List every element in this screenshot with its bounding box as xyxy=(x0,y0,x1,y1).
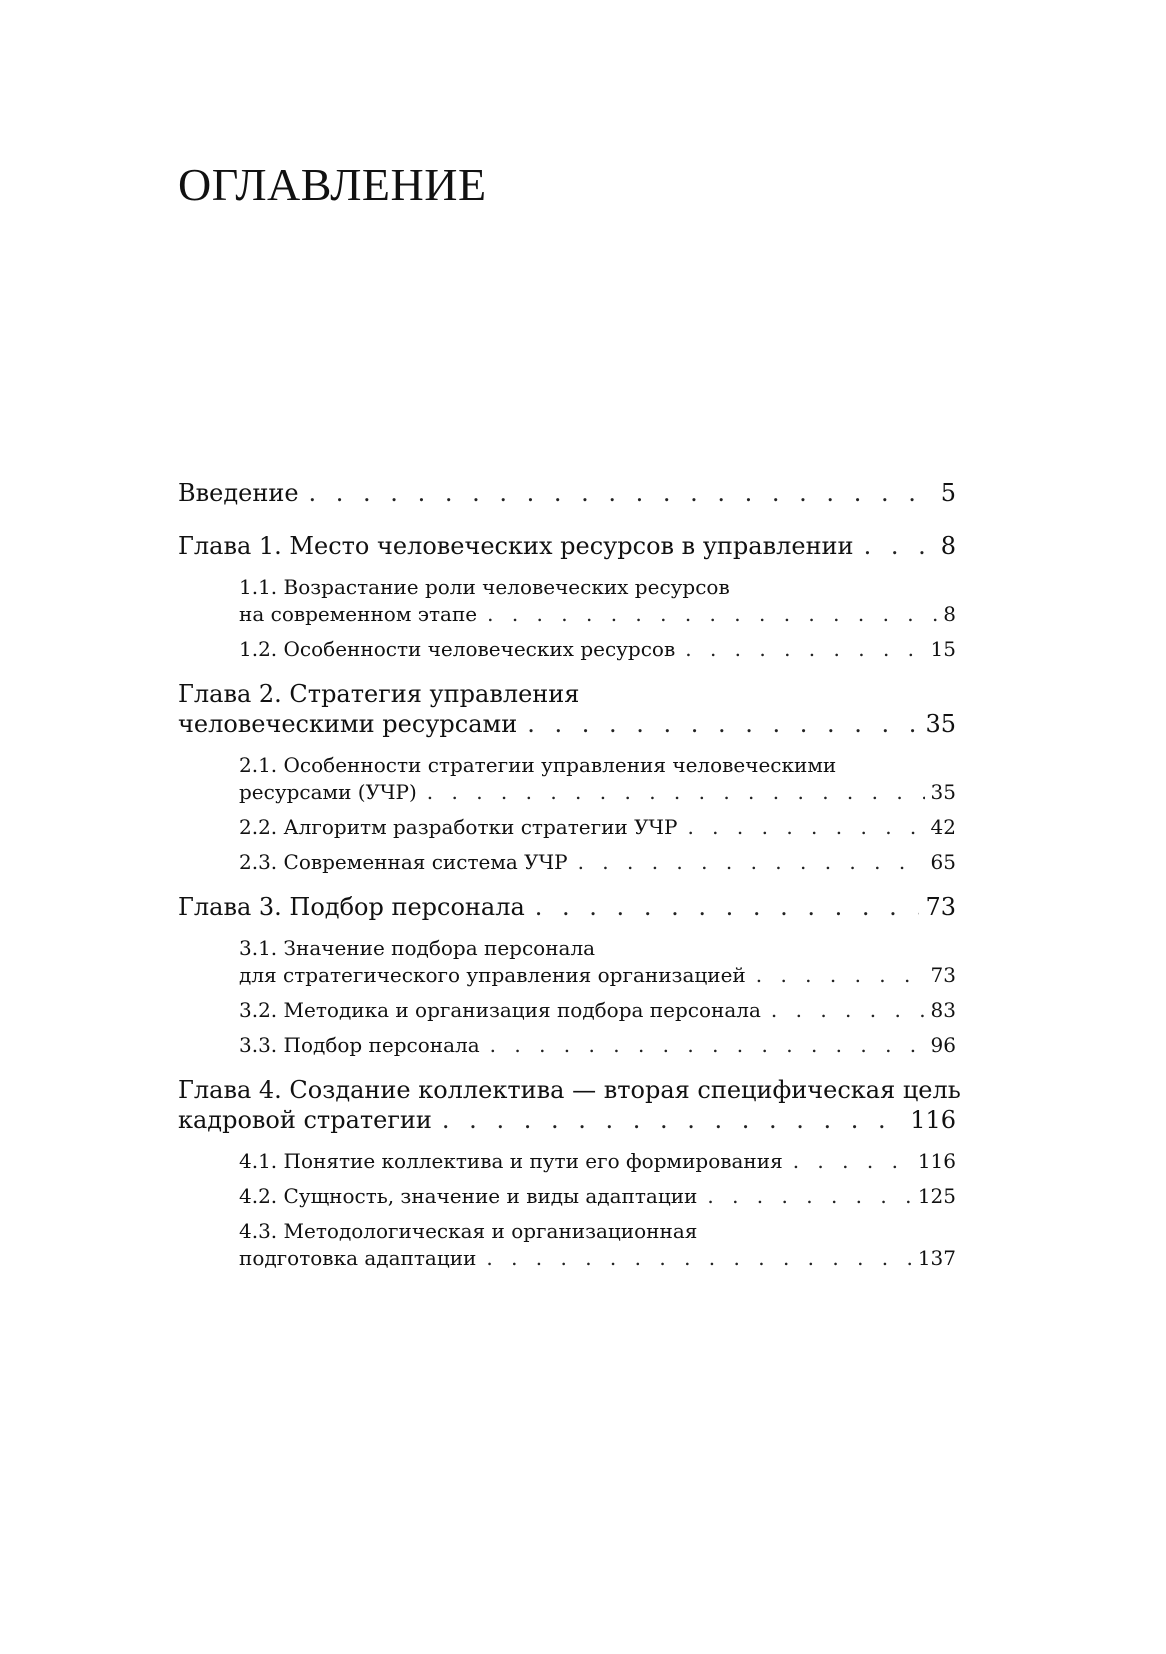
toc-entry-label: 3.3. Подбор персонала xyxy=(239,1033,480,1057)
toc-entry-section-2-1[interactable] xyxy=(239,752,956,806)
toc-entry-label: кадровой стратегии xyxy=(178,1106,432,1134)
toc-page-number: 83 xyxy=(930,998,956,1022)
dot-leader xyxy=(442,1105,904,1135)
toc-entry-label: для стратегического управления организацией xyxy=(239,963,746,987)
toc-page-number: 8 xyxy=(943,602,956,626)
toc-entry-introduction[interactable] xyxy=(178,478,956,508)
toc-entry-label: 2.3. Современная система УЧР xyxy=(239,850,568,874)
dot-leader xyxy=(793,1148,912,1175)
toc-entry-label: ресурсами (УЧР) xyxy=(239,780,417,804)
dot-leader xyxy=(578,849,925,876)
toc-entry-section-3-1[interactable] xyxy=(239,935,956,989)
dot-leader xyxy=(487,601,937,628)
toc-entry-label: 1.2. Особенности человеческих ресурсов xyxy=(239,637,676,661)
toc-entry-chapter-1[interactable] xyxy=(178,531,956,561)
toc-page-number: 35 xyxy=(930,780,956,804)
table-of-contents xyxy=(178,478,961,1272)
dot-leader xyxy=(864,531,935,561)
toc-page-number: 125 xyxy=(917,1184,956,1208)
toc-page-number: 15 xyxy=(930,637,956,661)
toc-entry-label-line: 2.1. Особенности стратегии управления человеческими xyxy=(239,753,837,777)
dot-leader xyxy=(707,1183,911,1210)
toc-entry-label: Введение xyxy=(178,479,299,507)
toc-entry-label: подготовка адаптации xyxy=(239,1246,477,1270)
dot-leader xyxy=(756,962,925,989)
toc-page-number: 8 xyxy=(940,532,956,560)
dot-leader xyxy=(771,997,925,1024)
dot-leader xyxy=(309,478,935,508)
toc-entry-section-2-3[interactable] xyxy=(239,849,956,876)
dot-leader xyxy=(427,779,925,806)
toc-entry-chapter-2[interactable] xyxy=(178,679,956,739)
toc-page-number: 5 xyxy=(940,479,956,507)
toc-entry-label: человеческими ресурсами xyxy=(178,710,518,738)
toc-entry-chapter-3[interactable] xyxy=(178,892,956,922)
toc-entry-label-line: 4.3. Методологическая и организационная xyxy=(239,1219,698,1243)
toc-entry-section-4-2[interactable] xyxy=(239,1183,956,1210)
toc-entry-label: на современном этапе xyxy=(239,602,478,626)
toc-page-number: 116 xyxy=(910,1106,956,1134)
toc-entry-label-line: Глава 2. Стратегия управления xyxy=(178,680,580,708)
toc-page-number: 35 xyxy=(925,710,956,738)
toc-page-number: 73 xyxy=(925,893,956,921)
toc-entry-label: Глава 1. Место человеческих ресурсов в управлении xyxy=(178,532,854,560)
toc-entry-label: 4.2. Сущность, значение и виды адаптации xyxy=(239,1184,698,1208)
dot-leader xyxy=(486,1245,911,1272)
dot-leader xyxy=(527,709,919,739)
toc-entry-section-1-1[interactable] xyxy=(239,574,956,628)
toc-page-number: 96 xyxy=(930,1033,956,1057)
toc-entry-chapter-4[interactable] xyxy=(178,1075,961,1135)
toc-page-number: 116 xyxy=(917,1149,956,1173)
toc-page-number: 73 xyxy=(930,963,956,987)
toc-page-number: 137 xyxy=(917,1246,956,1270)
dot-leader xyxy=(490,1032,925,1059)
toc-entry-label: 4.1. Понятие коллектива и пути его формирования xyxy=(239,1149,783,1173)
page-title: ОГЛАВЛЕНИЕ xyxy=(178,159,487,210)
toc-entry-label-line: 3.1. Значение подбора персонала xyxy=(239,936,596,960)
toc-entry-label-line: Глава 4. Создание коллектива — вторая специфическая цель xyxy=(178,1076,961,1104)
dot-leader xyxy=(535,892,920,922)
toc-entry-label-line: 1.1. Возрастание роли человеческих ресурсов xyxy=(239,575,730,599)
toc-entry-section-4-1[interactable] xyxy=(239,1148,956,1175)
toc-entry-section-2-2[interactable] xyxy=(239,814,956,841)
toc-entry-section-3-3[interactable] xyxy=(239,1032,956,1059)
toc-page-number: 65 xyxy=(930,850,956,874)
dot-leader xyxy=(687,814,924,841)
toc-entry-label: 2.2. Алгоритм разработки стратегии УЧР xyxy=(239,815,678,839)
toc-entry-label: 3.2. Методика и организация подбора персонала xyxy=(239,998,761,1022)
toc-entry-section-1-2[interactable] xyxy=(239,636,956,663)
dot-leader xyxy=(685,636,924,663)
toc-entry-section-3-2[interactable] xyxy=(239,997,956,1024)
toc-entry-label: Глава 3. Подбор персонала xyxy=(178,893,525,921)
toc-page-number: 42 xyxy=(930,815,956,839)
toc-entry-section-4-3[interactable] xyxy=(239,1218,956,1272)
